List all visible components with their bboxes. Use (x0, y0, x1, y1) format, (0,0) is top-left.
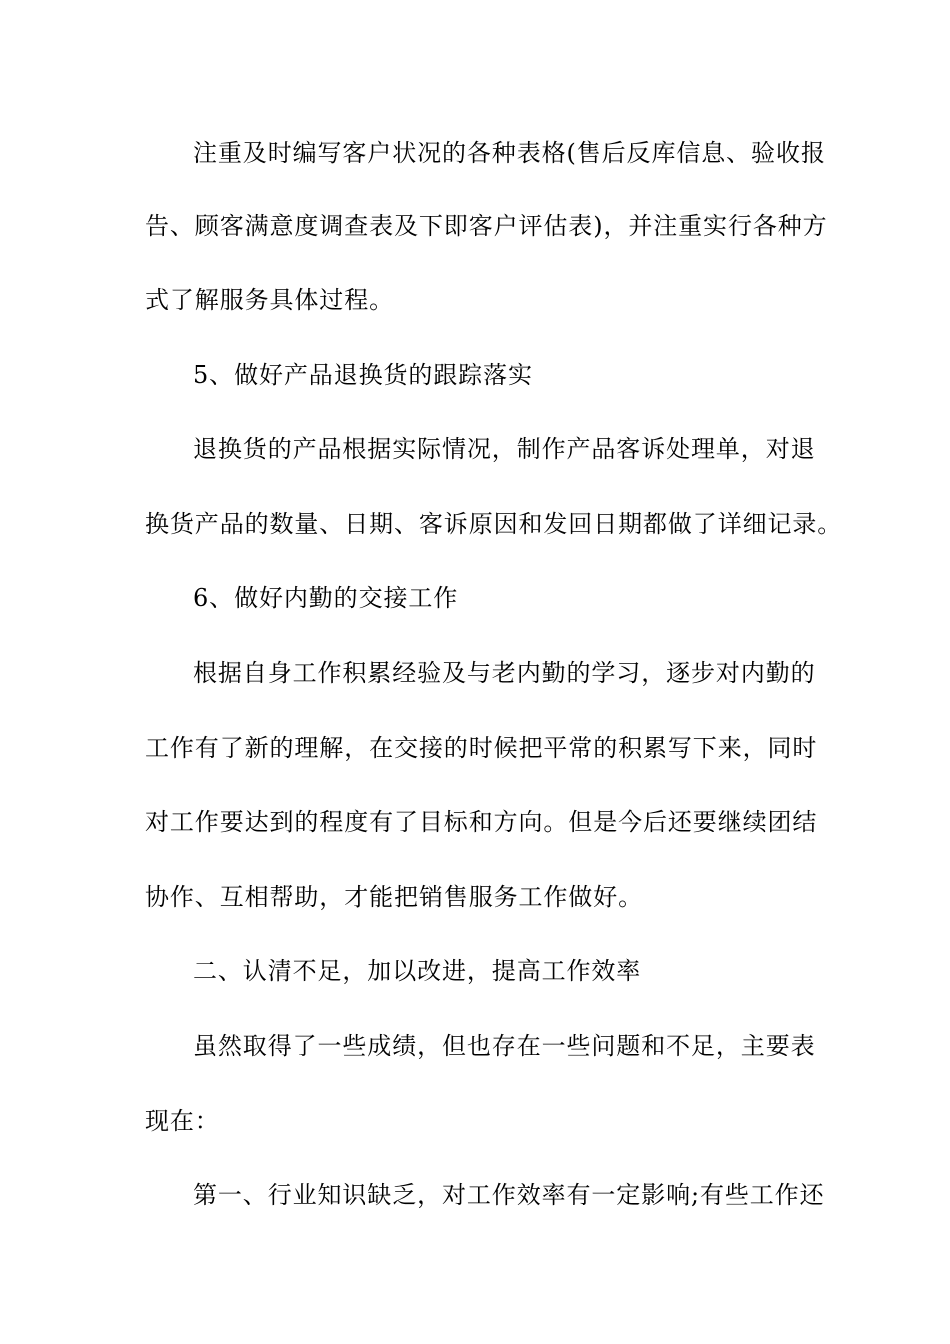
paragraph-line: 退换货的产品根据实际情况，制作产品客诉处理单，对退 (193, 435, 816, 463)
paragraph-line: 对工作要达到的程度有了目标和方向。但是今后还要继续团结 (145, 808, 818, 836)
paragraph-line: 第一、行业知识缺乏，对工作效率有一定影响;有些工作还 (193, 1181, 825, 1209)
paragraph-line: 告、顾客满意度调查表及下即客户评估表)，并注重实行各种方 (145, 212, 828, 240)
paragraph-line: 换货产品的数量、日期、客诉原因和发回日期都做了详细记录。 (145, 510, 843, 538)
section-heading: 6、做好内勤的交接工作 (193, 584, 459, 612)
paragraph-line: 根据自身工作积累经验及与老内勤的学习，逐步对内勤的 (193, 659, 816, 687)
paragraph-line: 现在： (145, 1107, 220, 1135)
section-heading: 5、做好产品退换货的跟踪落实 (193, 361, 533, 389)
section-heading: 二、认清不足，加以改进，提高工作效率 (193, 957, 642, 985)
paragraph-line: 协作、互相帮助，才能把销售服务工作做好。 (145, 883, 643, 911)
paragraph-line: 工作有了新的理解，在交接的时候把平常的积累写下来，同时 (145, 734, 818, 762)
paragraph-line: 虽然取得了一些成绩，但也存在一些问题和不足，主要表 (193, 1032, 816, 1060)
paragraph-line: 式了解服务具体过程。 (145, 286, 394, 314)
paragraph-line: 注重及时编写客户状况的各种表格(售后反库信息、验收报 (193, 139, 826, 167)
